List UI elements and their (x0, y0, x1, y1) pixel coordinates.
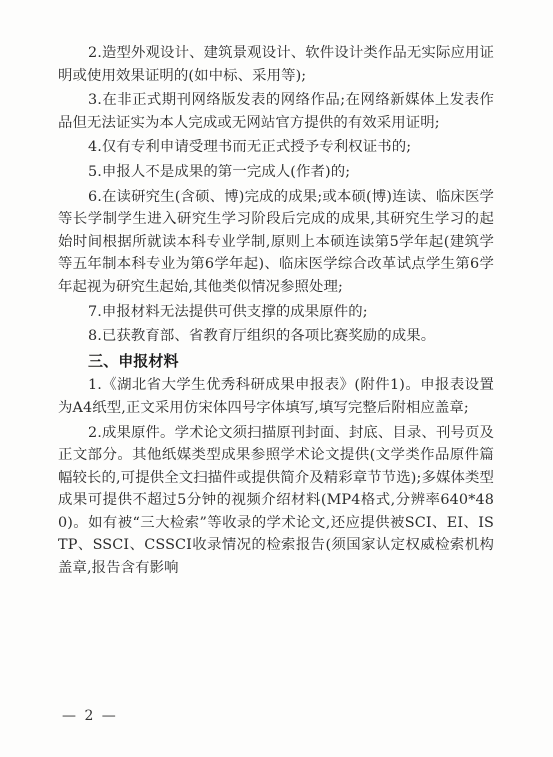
paragraph-item-4: 4.仅有专利申请受理书而无正式授予专利权证书的; (88, 139, 412, 156)
section-paragraph-1: 1.《湖北省大学生优秀科研成果申报表》(附件1)。申报表设置为A4纸型,正文采用仿宋体四号字体填写,填写完整后附相应盖章; (58, 377, 494, 416)
section-heading: 三、申报材料 (88, 351, 179, 370)
paragraph-item-7: 7.申报材料无法提供可供支撑的成果原件的; (88, 303, 368, 320)
document-body (58, 42, 494, 582)
paragraph-item-6: 6.在读研究生(含硕、博)完成的成果;或本硕(博)连读、临床医学等长学制学生进入研究生学习阶段后完成的成果,其研究生学习的起始时间根据所就读本科专业学制,原则上本硕连读第5学年起(建筑学等五年制本科专业为第6学年起)、临床医学综合改革试点学生第6学年起视为研究生起始,其他类似情况参照处理; (58, 188, 494, 295)
page-number: — 2 — (62, 708, 118, 724)
paragraph-item-2: 2.造型外观设计、建筑景观设计、软件设计类作品无实际应用证明或使用效果证明的(如中标、采用等); (58, 45, 494, 84)
section-paragraph-2: 2.成果原件。学术论文须扫描原刊封面、封底、目录、刊号页及正文部分。其他纸媒类型成果参照学术论文提供(文学类作品原件篇幅较长的,可提供全文扫描件或提供简介及精彩章节节选);多媒体类型成果可提供不超过5分钟的视频介绍材料(MP4格式,分辨率640*480)。如有被“三大检索”等收录的学术论文,还应提供被SCI、EI、ISTP、SSCI、CSSCI收录情况的检索报告(须国家认定权威检索机构盖章,报告含有影响 (58, 424, 494, 577)
paragraph-item-8: 8.已获教育部、省教育厅组织的各项比赛奖励的成果。 (88, 328, 436, 345)
paragraph-item-5: 5.申报人不是成果的第一完成人(作者)的; (88, 163, 351, 180)
paragraph-item-3: 3.在非正式期刊网络版发表的网络作品;在网络新媒体上发表作品但无法证实为本人完成或无网站官方提供的有效采用证明; (58, 92, 494, 131)
